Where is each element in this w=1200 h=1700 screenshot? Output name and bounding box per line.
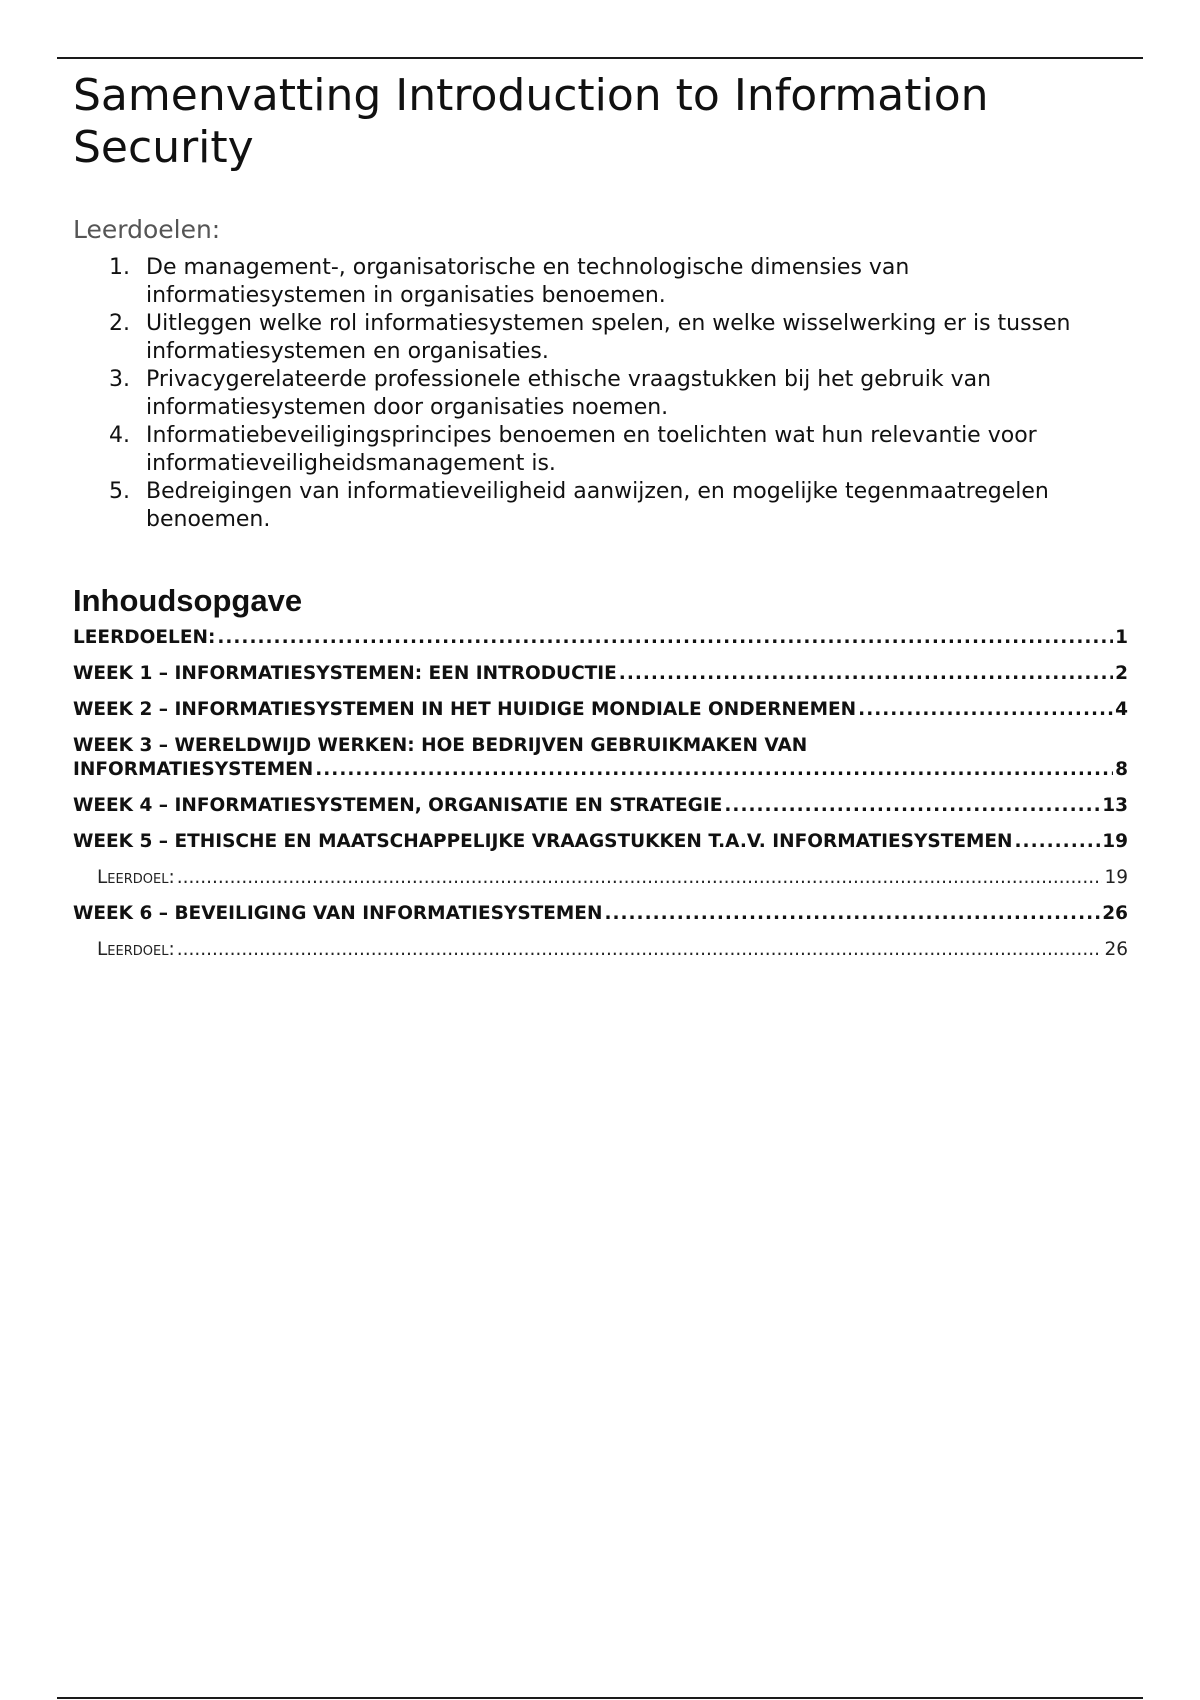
goal-text: De management-, organisatorische en technologische dimensies van informatiesystemen in organisaties benoemen. (146, 255, 910, 308)
toc-leader-dots (604, 902, 1100, 926)
toc-leader-dots (724, 794, 1100, 818)
goal-item (73, 254, 1128, 310)
toc-leader-dots (217, 626, 1113, 650)
toc-entry-week-3[interactable] (73, 734, 1128, 782)
toc-entry-page: 4 (1115, 699, 1128, 720)
toc-entry-page: 26 (1102, 903, 1128, 924)
toc-leader-dots (177, 938, 1103, 962)
toc-entry-week-1[interactable] (73, 662, 1128, 686)
goal-number: 3. (109, 367, 130, 392)
toc-entry-leerdoelen[interactable] (73, 626, 1128, 650)
goal-item (73, 422, 1128, 478)
toc-entry-week-2[interactable] (73, 698, 1128, 722)
toc-entry-label: WEEK 1 – INFORMATIESYSTEMEN: EEN INTRODUCTIE (73, 663, 617, 684)
goal-item (73, 310, 1128, 366)
toc-entry-label: Leerdoel: (97, 867, 175, 888)
table-of-contents (73, 626, 1128, 962)
toc-entry-label: INFORMATIESYSTEMEN (73, 759, 314, 780)
goal-text: Bedreigingen van informatieveiligheid aanwijzen, en mogelijke tegenmaatregelen benoemen. (146, 479, 1049, 532)
toc-entry-label: WEEK 5 – ETHISCHE EN MAATSCHAPPELIJKE VRAAGSTUKKEN T.A.V. INFORMATIESYSTEMEN (73, 831, 1013, 852)
goal-number: 5. (109, 479, 130, 504)
toc-entry-page: 13 (1102, 795, 1128, 816)
toc-heading: Inhoudsopgave (73, 583, 303, 618)
toc-entry-label-line1: WEEK 3 – WERELDWIJD WERKEN: HOE BEDRIJVEN GEBRUIKMAKEN VAN (73, 735, 808, 756)
toc-entry-week-4[interactable] (73, 794, 1128, 818)
toc-leader-dots (1015, 830, 1101, 854)
goal-text: Uitleggen welke rol informatiesystemen spelen, en welke wisselwerking er is tussen informatiesystemen en organisaties. (146, 311, 1071, 364)
document-title: Samenvatting Introduction to Information Security (73, 70, 989, 173)
toc-entry-label: WEEK 2 – INFORMATIESYSTEMEN IN HET HUIDIGE MONDIALE ONDERNEMEN (73, 699, 857, 720)
goal-number: 1. (109, 255, 130, 280)
document-body (73, 70, 1128, 962)
bottom-rule (57, 1697, 1143, 1699)
toc-entry-week-5-leerdoel[interactable] (73, 866, 1128, 890)
toc-entry-page: 19 (1102, 831, 1128, 852)
toc-entry-week-6[interactable] (73, 902, 1128, 926)
goal-item (73, 478, 1128, 534)
toc-entry-label: LEERDOELEN: (73, 627, 216, 648)
toc-entry-label: WEEK 4 – INFORMATIESYSTEMEN, ORGANISATIE EN STRATEGIE (73, 795, 723, 816)
toc-entry-page: 1 (1115, 627, 1128, 648)
toc-leader-dots (619, 662, 1113, 686)
toc-entry-page: 26 (1104, 939, 1128, 960)
top-rule (57, 57, 1143, 59)
goal-text: Informatiebeveiligingsprincipes benoemen en toelichten wat hun relevantie voor informatieveiligheidsmanagement is. (146, 423, 1037, 476)
goals-heading: Leerdoelen: (73, 215, 221, 244)
toc-leader-dots (177, 866, 1103, 890)
goals-list (73, 254, 1128, 534)
toc-entry-week-6-leerdoel[interactable] (73, 938, 1128, 962)
goal-number: 2. (109, 311, 130, 336)
toc-entry-label: WEEK 6 – BEVEILIGING VAN INFORMATIESYSTEMEN (73, 903, 603, 924)
toc-entry-week-5[interactable] (73, 830, 1128, 854)
goal-item (73, 366, 1128, 422)
toc-leader-dots (858, 698, 1113, 722)
toc-entry-page: 8 (1115, 759, 1128, 780)
toc-leader-dots (315, 758, 1113, 782)
goal-text: Privacygerelateerde professionele ethische vraagstukken bij het gebruik van informatiesystemen door organisaties noemen. (146, 367, 992, 420)
toc-entry-page: 19 (1104, 867, 1128, 888)
goal-number: 4. (109, 423, 130, 448)
toc-entry-label: Leerdoel: (97, 939, 175, 960)
toc-entry-page: 2 (1115, 663, 1128, 684)
